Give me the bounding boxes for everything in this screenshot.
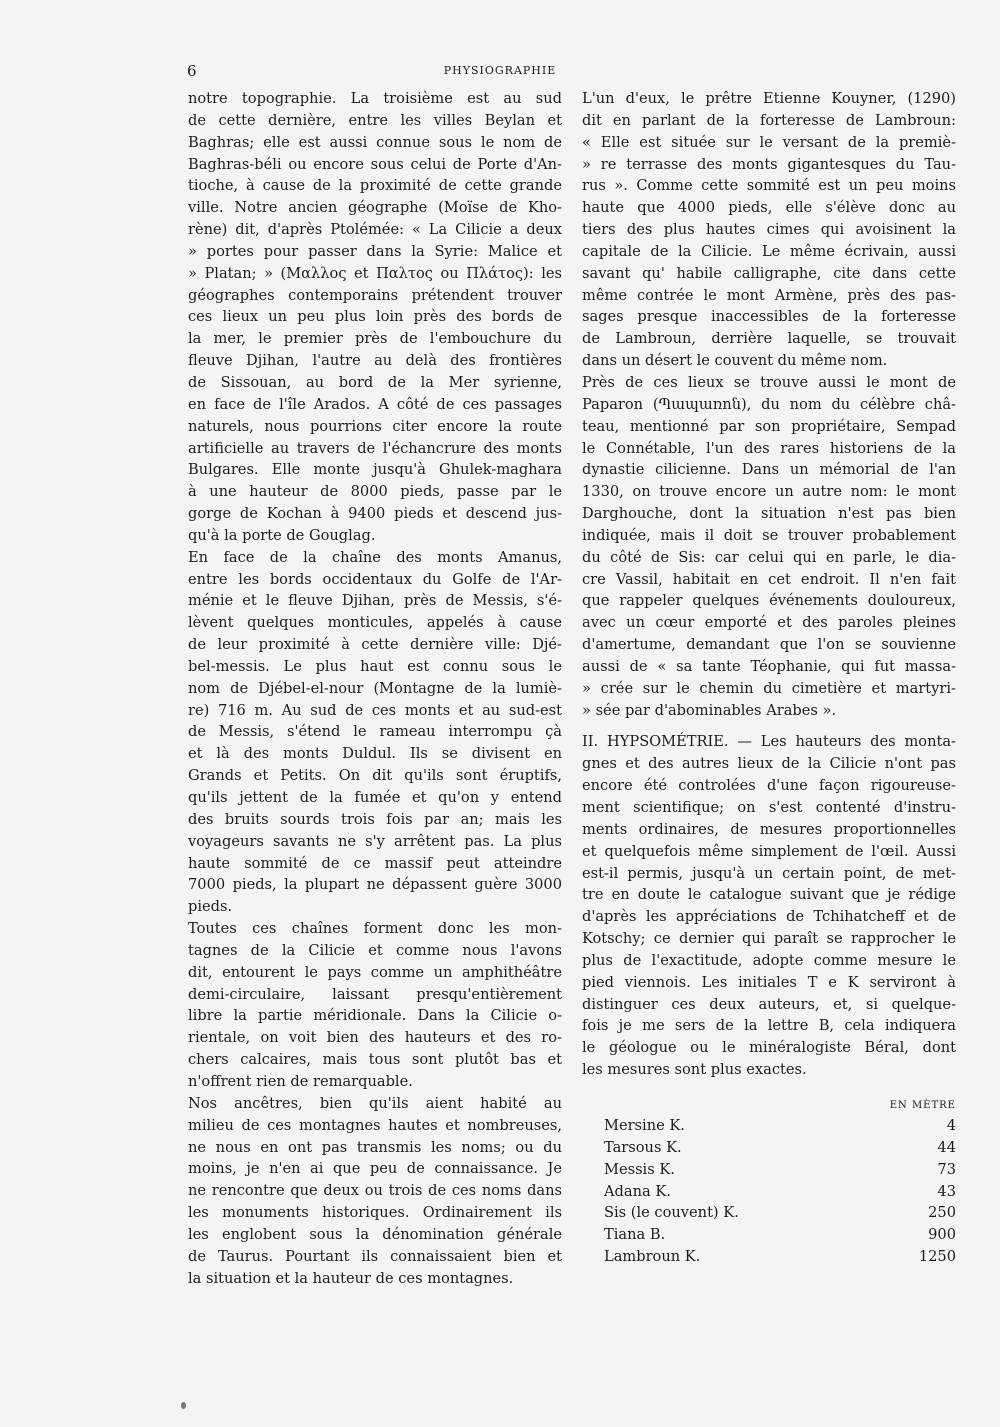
text-line: naturels, nous pourrions citer encore la route [188,417,562,435]
text-line: que rappeler quelques événements douloureux, [582,592,956,610]
text-line: encore été controlées d'une façon rigoureuse- [582,777,956,795]
text-line: capitale de la Cilicie. Le même écrivain, aussi [582,242,956,260]
text-line: moins, je n'en ai que peu de connaissance. Je [188,1160,562,1178]
text-line: la mer, le premier près de l'embouchure du [188,330,562,348]
text-line: pied viennois. Les initiales T e K serviront à [582,973,956,991]
text-line: à une hauteur de 8000 pieds, passe par le [188,483,562,501]
text-line: Toutes ces chaînes forment donc les mon- [188,920,562,938]
text-line: tiers des plus hautes cimes qui avoisinent la [582,221,956,239]
text-line: avec un cœur emporté et des paroles pleines [582,614,956,632]
text-line: d'après les appréciations de Tchihatcheff et de [582,908,956,926]
text-line: Grands et Petits. On dit qu'ils sont éruptifs, [188,767,562,785]
text-line: et là des monts Duldul. Ils se divisent en [188,745,562,763]
text-line: les englobent sous la dénomination générale [188,1225,562,1243]
table-header: EN MÈTRE [889,1099,956,1111]
text-line: L'un d'eux, le prêtre Etienne Kouyner, (1290) [582,90,956,107]
text-line: savant qu' habile calligraphe, cite dans cette [582,264,956,282]
text-line: ne rencontre que deux ou trois de ces noms dans [188,1182,562,1200]
place-name: Tarsous K. [604,1138,682,1156]
table-row [582,1115,956,1137]
text-line: dit en parlant de la forteresse de Lambroun: [582,111,956,129]
text-line: fois je me sers de la lettre B, cela indiquera [582,1017,956,1035]
text-line: les mesures sont plus exactes. [582,1061,807,1079]
text-line: tioche, à cause de la proximité de cette grande [188,177,562,195]
text-line: voyageurs savants ne s'y arrêtent pas. La plus [188,832,562,850]
text-line: artificielle au travers de l'échancrure des monts [188,439,562,457]
text-line: de leur proximité à cette dernière ville: Djé- [188,636,562,654]
text-line: du côté de Sis: car celui qui en parle, le dia- [582,548,956,566]
text-line: indiquée, mais il doit se trouver probablement [582,526,956,544]
text-line: demi-circulaire, laissant presqu'entièrement [188,985,562,1003]
place-name: Lambroun K. [604,1248,701,1266]
text-line: fleuve Djihan, l'autre au delà des frontières [188,352,562,370]
text-line: libre la partie méridionale. Dans la Cilicie o- [188,1007,562,1025]
text-line: cre Vassil, habitait en cet endroit. Il n'en fait [582,570,956,588]
text-line: n'offrent rien de remarquable. [188,1072,413,1090]
altitude-value: 250 [928,1204,956,1222]
text-line: II. HYPSOMÉTRIE. — Les hauteurs des monta- [582,733,956,751]
text-line: distinguer ces deux auteurs, et, si quelque- [582,995,956,1013]
table-row [582,1224,956,1246]
text-line: lèvent quelques monticules, appelés à cause [188,614,562,632]
table-row [582,1246,956,1268]
text-line: 1330, on trouve encore un autre nom: le mont [582,483,956,501]
text-line: de Taurus. Pourtant ils connaissaient bien et [188,1247,562,1265]
text-line: est-il permis, jusqu'à un certain point, de met- [582,864,956,882]
text-line: ne nous en ont pas transmis les noms; ou du [188,1138,562,1156]
altitude-value: 44 [937,1138,956,1156]
text-line: ménie et le fleuve Djihan, près de Messis, s'é- [188,592,562,610]
table-row [582,1137,956,1159]
table-row [582,1181,956,1203]
table-row [582,1159,956,1181]
text-line: « Elle est située sur le versant de la premiè- [582,133,956,151]
text-line: de Sissouan, au bord de la Mer syrienne, [188,373,562,391]
place-name: Messis K. [604,1160,675,1178]
text-line: les monuments historiques. Ordinairement ils [188,1204,562,1222]
text-line: de Lambroun, derrière laquelle, se trouvait [582,330,956,348]
text-line: Paparon (Պապառոն), du nom du célèbre châ- [582,395,956,413]
text-line: ment scientifique; on s'est contenté d'instru- [582,799,956,816]
text-line: ments ordinaires, de mesures proportionnelles [582,820,956,838]
altitude-value: 43 [937,1182,956,1200]
hypsometry-section [582,731,956,1081]
place-name: Mersine K. [604,1116,685,1134]
text-line: » re terrasse des monts gigantesques du Tau- [582,155,956,173]
text-line: Bulgares. Elle monte jusqu'à Ghulek-maghara [188,461,562,479]
text-line: chers calcaires, mais tous sont plutôt bas et [188,1051,562,1069]
text-line: le géologue ou le minéralogiste Béral, dont [582,1039,956,1057]
text-line: Baghras-béli ou encore sous celui de Porte d'An- [188,155,562,173]
altitude-value: 73 [937,1160,956,1178]
text-line: dans un désert le couvent du même nom. [582,352,888,370]
text-line: et quelquefois même simplement de l'œil. Aussi [582,842,956,860]
text-line: » sée par d'abominables Arabes ». [582,701,837,719]
ink-speck [181,1402,186,1409]
text-line: gnes et des autres lieux de la Cilicie n'ont pas [582,755,956,773]
text-line: qu'ils jettent de la fumée et qu'on y entend [188,789,562,806]
text-line: ces lieux un peu plus loin près des bords de [188,308,562,326]
running-header: PHYSIOGRAPHIE [443,64,557,77]
text-line: même contrée le mont Armène, près des pas- [582,286,956,304]
text-line: plus de l'exactitude, adopte comme mesure le [582,951,956,969]
altitude-value: 900 [928,1226,956,1244]
text-line: aussi de « sa tante Téophanie, qui fut massa- [582,657,956,675]
right-paragraphs [582,88,956,721]
text-line: sages presque inaccessibles de la forteresse [582,308,956,326]
text-line: » crée sur le chemin du cimetière et martyri- [582,679,956,697]
text-line: dit, entourent le pays comme un amphithéâtre [188,963,562,981]
text-line: teau, mentionné par son propriétaire, Sempad [582,417,956,435]
text-line: pieds. [188,898,233,916]
text-line: notre topographie. La troisième est au sud [188,90,562,107]
text-line: le Connétable, l'un des rares historiens de la [582,439,956,457]
text-line: nom de Djébel-el-nour (Montagne de la lumiè- [188,679,562,697]
text-line: Darghouche, dont la situation n'est pas bien [582,505,956,523]
text-line: d'amertume, demandant que l'on se souvienne [582,636,956,654]
text-line: rus ». Comme cette sommité est un peu moins [582,177,956,195]
text-line: gorge de Kochan à 9400 pieds et descend jus- [188,505,562,523]
right-text-column [582,88,956,1268]
text-line: entre les bords occidentaux du Golfe de l'Ar- [188,570,562,588]
text-line: Baghras; elle est aussi connue sous le nom de [188,133,562,151]
left-text-column [188,88,562,1289]
text-line: géographes contemporains prétendent trouver [188,286,562,304]
text-line: des bruits sourds trois fois par an; mais les [188,810,562,828]
text-line: haute sommité de ce massif peut atteindre [188,854,562,872]
text-line: 7000 pieds, la plupart ne dépassent guère 3000 [188,876,562,894]
text-line: tagnes de la Cilicie et comme nous l'avons [188,941,562,959]
altitude-value: 1250 [918,1248,956,1266]
page-number: 6 [187,62,197,80]
altitude-value: 4 [946,1116,956,1134]
text-line: tre en doute le catalogue suivant que je rédige [582,886,956,904]
text-line: rientale, on voit bien des hauteurs et des ro- [188,1029,562,1047]
table-row [582,1202,956,1224]
text-line: bel-messis. Le plus haut est connu sous le [188,657,562,675]
text-line: En face de la chaîne des monts Amanus, [188,548,562,566]
text-line: Près de ces lieux se trouve aussi le mont de [582,373,956,391]
place-name: Sis (le couvent) K. [604,1204,739,1222]
text-line: re) 716 m. Au sud de ces monts et au sud-est [188,701,562,719]
text-line: qu'à la porte de Gouglag. [188,526,376,544]
text-line: rène) dit, d'après Ptolémée: « La Cilicie a deux [188,221,562,239]
text-line: haute que 4000 pieds, elle s'élève donc au [582,199,956,217]
text-line: la situation et la hauteur de ces montagnes. [188,1269,514,1287]
altitude-table [582,1115,956,1268]
text-line: » Platan; » (Μαλλος et Παλτος ou Πλάτος): les [188,264,562,282]
text-line: ville. Notre ancien géographe (Moïse de Kho- [188,199,562,217]
text-line: de Messis, s'étend le rameau interrompu çà [188,723,562,741]
text-line: Kotschy; ce dernier qui paraît se rapprocher le [582,930,956,948]
text-line: » portes pour passer dans la Syrie: Malice et [188,242,562,260]
text-line: milieu de ces montagnes hautes et nombreuses, [188,1116,562,1134]
text-line: dynastie cilicienne. Dans un mémorial de l'an [582,461,956,479]
text-line: Nos ancêtres, bien qu'ils aient habité au [188,1094,562,1112]
place-name: Adana K. [604,1182,671,1200]
place-name: Tiana B. [604,1226,666,1244]
text-line: de cette dernière, entre les villes Beylan et [188,111,562,129]
text-line: en face de l'île Arados. A côté de ces passages [188,395,562,413]
